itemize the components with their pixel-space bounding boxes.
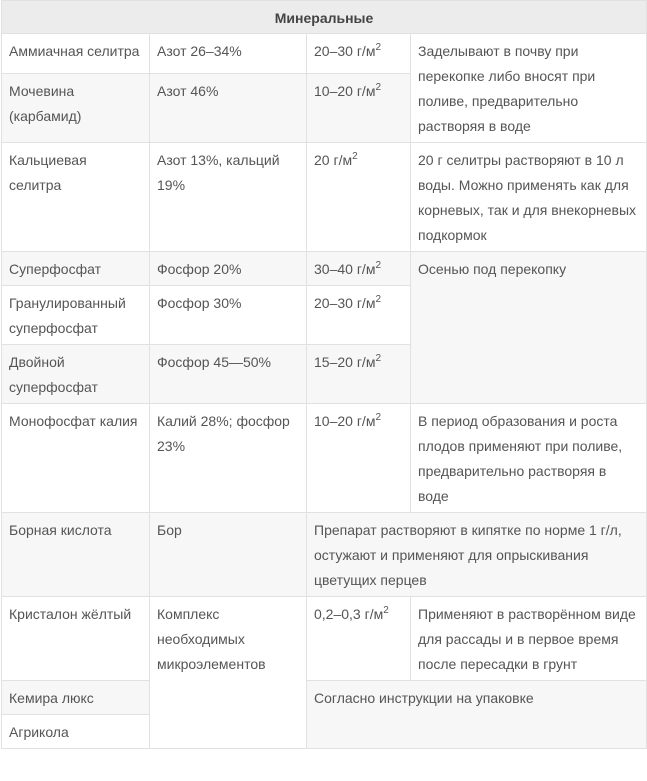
fertilizer-application: Осенью под перекопку — [411, 252, 647, 404]
fertilizer-name: Кальциевая селитра — [2, 143, 150, 252]
fertilizer-name: Двойной суперфосфат — [2, 345, 150, 404]
fertilizer-name: Монофосфат калия — [2, 404, 150, 513]
fertilizer-name: Аммиачная селитра — [2, 34, 150, 74]
fertilizer-composition: Фосфор 30% — [150, 286, 307, 345]
fertilizer-dose: 10–20 $г/м^2$ — [307, 404, 411, 513]
section-title: Минеральные — [2, 1, 647, 34]
fertilizer-dose: 0,2–0,3 $г/м^2$ — [307, 597, 411, 681]
fertilizer-dose: 30–40 $г/м^2$ — [307, 252, 411, 286]
fertilizer-dose: 20–30 $г/м^2$ — [307, 34, 411, 74]
fertilizer-dose: 20–30 $г/м^2$ — [307, 286, 411, 345]
fertilizer-name: Кемира люкс — [2, 681, 150, 715]
fertilizer-name: Суперфосфат — [2, 252, 150, 286]
section-header-row — [2, 1, 647, 34]
table-row — [2, 597, 647, 681]
fertilizer-composition: Калий 28%; фосфор 23% — [150, 404, 307, 513]
fertilizer-application: Согласно инструкции на упаковке — [307, 681, 647, 749]
table-row — [2, 252, 647, 286]
fertilizer-application: 20 г селитры растворяют в 10 л воды. Можно применять как для корневых, так и для внекорневых подкормок — [411, 143, 647, 252]
fertilizer-application: В период образования и роста плодов применяют при поливе, предварительно растворяя в воде — [411, 404, 647, 513]
fertilizer-table — [1, 0, 647, 749]
fertilizer-dose: 10–20 $г/м^2$ — [307, 73, 411, 142]
fertilizer-name: Агрикола — [2, 715, 150, 749]
fertilizer-dose: 15–20 $г/м^2$ — [307, 345, 411, 404]
fertilizer-application: Применяют в растворённом виде для рассады и в первое время после пересадки в грунт — [411, 597, 647, 681]
fertilizer-application: Заделывают в почву при перекопке либо вносят при поливе, предварительно растворяя в воде — [411, 34, 647, 143]
table-row — [2, 681, 647, 715]
table-row — [2, 143, 647, 252]
fertilizer-composition: Фосфор 20% — [150, 252, 307, 286]
table-row — [2, 34, 647, 74]
fertilizer-application: Препарат растворяют в кипятке по норме 1 г/л, остужают и применяют для опрыскивания цветущих перцев — [307, 513, 647, 597]
fertilizer-dose: 20 $г/м^2$ — [307, 143, 411, 252]
fertilizer-composition: Комплекс необходимых микроэлементов — [150, 597, 307, 749]
fertilizer-composition: Азот 13%, кальций 19% — [150, 143, 307, 252]
fertilizer-composition: Бор — [150, 513, 307, 597]
fertilizer-name: Кристалон жёлтый — [2, 597, 150, 681]
fertilizer-composition: Азот 46% — [150, 73, 307, 142]
fertilizer-name: Гранулированный суперфосфат — [2, 286, 150, 345]
table-row — [2, 513, 647, 597]
table-row — [2, 404, 647, 513]
fertilizer-name: Мочевина (карбамид) — [2, 73, 150, 142]
fertilizer-name: Борная кислота — [2, 513, 150, 597]
fertilizer-composition: Азот 26–34% — [150, 34, 307, 74]
fertilizer-composition: Фосфор 45—50% — [150, 345, 307, 404]
